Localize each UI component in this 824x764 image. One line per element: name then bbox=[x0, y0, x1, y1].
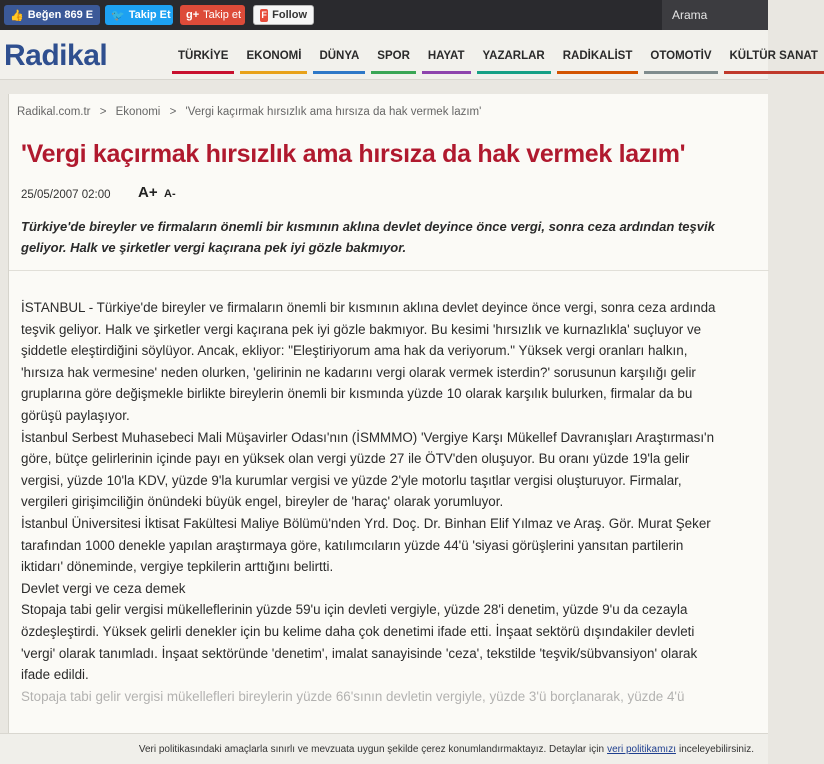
body-line: 'hırsıza hak vermesine' neden olurken, 'gelirinin ne kadarını vergi olarak vermek isterdin?' sorusunun karşılığı gelir bbox=[21, 364, 696, 380]
nav-item-yazarlar[interactable]: YAZARLAR bbox=[477, 44, 551, 74]
body-line: gruplarına göre değişmekle birlikte bireylerin önemli bir kısmında yüzde 10 olarak karşılık bulurken, firmalar da bu bbox=[21, 386, 693, 402]
search-input[interactable] bbox=[662, 0, 768, 30]
twitter-bird-icon: 🐦 bbox=[111, 9, 125, 22]
twitter-follow-button[interactable] bbox=[105, 5, 173, 25]
breadcrumb bbox=[17, 106, 487, 118]
nav-item-dunya[interactable]: DÜNYA bbox=[313, 44, 365, 74]
font-increase-button[interactable]: A+ bbox=[138, 184, 158, 201]
thumbs-up-icon: 👍 bbox=[10, 9, 24, 22]
nav-item-ekonomi[interactable]: EKONOMİ bbox=[240, 44, 307, 74]
nav-item-hayat[interactable]: HAYAT bbox=[422, 44, 471, 74]
font-decrease-button[interactable]: A- bbox=[164, 188, 176, 200]
nav-item-kultur-sanat[interactable]: KÜLTÜR SANAT bbox=[724, 44, 824, 74]
body-line: iktidarı' döneminde, vergiye tepkilerin arttığını belirtti. bbox=[21, 559, 334, 575]
article-lead: Türkiye'de bireyler ve firmaların önemli bir kısmının aklına devlet deyince önce vergi, sonra ceza ardından teşvik geliyor. Halk ve şirketler vergi kaçırana pek iyi gözle bakmıyor. bbox=[21, 219, 715, 255]
cookie-notice bbox=[0, 733, 768, 764]
body-line: görüşü paylaşıyor. bbox=[21, 407, 130, 423]
article-date: 25/05/2007 02:00 bbox=[21, 189, 111, 201]
breadcrumb-separator: > bbox=[99, 106, 107, 118]
nav-item-spor[interactable]: SPOR bbox=[371, 44, 416, 74]
body-line: İstanbul Serbest Muhasebeci Mali Müşavirler Odası'nın (İSMMMO) 'Vergiye Karşı Mükellef Davranışları Araştırması'n bbox=[21, 429, 715, 445]
body-line: Stopaja tabi gelir vergisi mükelleflerinin yüzde 59'u için devleti vergiyle, yüzde 28'i denetim, yüzde 9'u da cezayla bbox=[21, 602, 688, 618]
breadcrumb-ekonomi[interactable]: Ekonomi bbox=[115, 106, 161, 118]
nav-item-otomotiv[interactable]: OTOMOTİV bbox=[644, 44, 717, 74]
cookie-text-end: inceleyebilirsiniz. bbox=[678, 743, 754, 755]
main-nav bbox=[172, 44, 824, 74]
subheading: Devlet vergi ve ceza demek bbox=[21, 580, 186, 596]
breadcrumb-separator: > bbox=[169, 106, 177, 118]
follow-label: Follow bbox=[272, 9, 307, 21]
facebook-like-label: Beğen 869 E bbox=[27, 9, 94, 21]
body-line: 'vergi' olarak tanımladı. İnşaat sektöründe 'denetim', imalat sanayisinde 'ceza', tekstilde 'teşvik/sübvansiyon' olarak bbox=[21, 645, 698, 661]
divider bbox=[9, 270, 769, 271]
follow-icon: F bbox=[261, 10, 267, 20]
body-line: vergisi, yüzde 10'la KDV, yüzde 9'la kurumlar vergisi ve yüzde 2'yle motorlu taşıtlar vergisi oluşturuyor. Firmalar, bbox=[21, 472, 682, 488]
follow-button[interactable] bbox=[253, 5, 314, 25]
googleplus-follow-label: Takip et bbox=[203, 9, 242, 21]
body-line: ifade edildi. bbox=[21, 667, 89, 683]
social-bar bbox=[0, 0, 768, 30]
nav-item-turkiye[interactable]: TÜRKİYE bbox=[172, 44, 234, 74]
body-line: İSTANBUL - Türkiye'de bireyler ve firmaların önemli bir kısmının aklına devlet deyince önce vergi, sonra ceza ardında bbox=[21, 300, 716, 315]
site-header bbox=[0, 30, 818, 80]
font-size-controls bbox=[138, 184, 176, 202]
body-line: şiddetle eleştirdiğini söylüyor. Ancak, ekliyor: "Eleştiriyorum ama hak da veriyorum." Yüksek vergi oranları halkın, bbox=[21, 343, 688, 359]
privacy-policy-link[interactable]: veri politikamızı bbox=[607, 743, 676, 755]
search-label: Arama bbox=[672, 8, 708, 22]
site-logo[interactable]: Radikal bbox=[4, 39, 108, 72]
body-line: özdeşleştirdi. Yüksek gelirli denekler için bu kelime daha çok denetimi ifade etti. İnşaat sektörü dışındakiler devleti bbox=[21, 623, 695, 639]
twitter-follow-label: Takip Et bbox=[128, 9, 171, 21]
cookie-text: Veri politikasındaki amaçlarla sınırlı ve mevzuata uygun şekilde çerez konumlandırmaktayız. Detaylar için bbox=[138, 743, 605, 755]
body-line: İstanbul Üniversitesi İktisat Fakültesi Maliye Bölümü'nden Yrd. Doç. Dr. Binhan Elif Yılmaz ve Araş. Gör. Murat Şeker bbox=[21, 515, 711, 531]
article-title: 'Vergi kaçırmak hırsızlık ama hırsıza da hak vermek lazım' bbox=[21, 140, 686, 168]
facebook-like-button[interactable] bbox=[4, 5, 100, 25]
breadcrumb-current: 'Vergi kaçırmak hırsızlık ama hırsıza da hak vermek lazım' bbox=[185, 106, 482, 118]
googleplus-follow-button[interactable] bbox=[180, 5, 245, 25]
nav-item-radikalist[interactable]: RADİKALİST bbox=[557, 44, 639, 74]
body-line: vergileri girişimciliğin önündeki büyük engel, bireyler de 'haraç' olarak yorumluyor. bbox=[21, 494, 504, 510]
body-line: Stopaja tabi gelir vergisi mükellefleri bireylerin yüzde 66'sının devletin vergiyle, yüzde 3'ü borçlanarak, yüzde 4'ü bbox=[21, 688, 685, 704]
breadcrumb-home[interactable]: Radikal.com.tr bbox=[17, 106, 91, 118]
googleplus-icon: g+ bbox=[186, 9, 200, 21]
article-panel bbox=[8, 94, 768, 764]
body-line: tarafından 1000 denekle yapılan araştırmaya göre, katılımcıların yüzde 44'ü 'siyasi görüşlerini yansıtan partilerin bbox=[21, 537, 684, 553]
body-line: göre, bütçe gelirlerinin içinde payı en yüksek olan vergi yüzde 27 ile ÖTV'den oluşuyor. Bu oranı yüzde 19'la gelir bbox=[21, 451, 690, 467]
body-line: teşvik geliyor. Halk ve şirketler vergi kaçırana pek iyi gözle bakmıyor. Bu kesimi 'hırsızlık ve kurnazlıkla' suçluyor ve bbox=[21, 321, 702, 337]
article-body bbox=[21, 297, 769, 707]
